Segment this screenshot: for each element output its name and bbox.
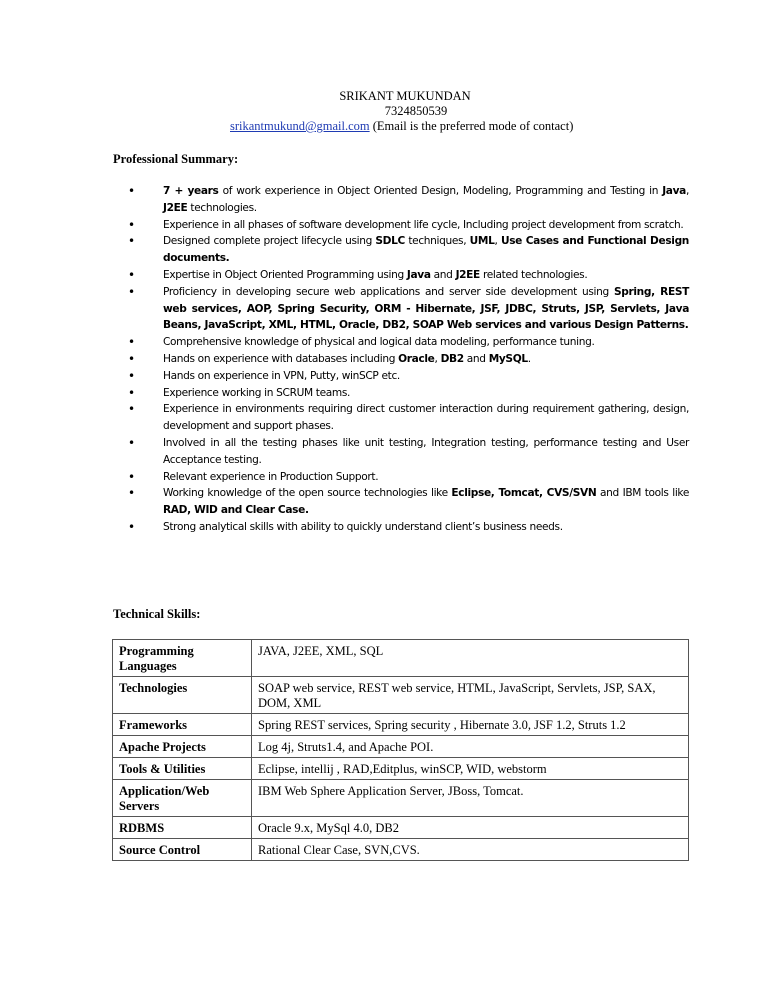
summary-item-bold-text: SDLC bbox=[375, 235, 405, 248]
skill-values: Spring REST services, Spring security , Hibernate 3.0, JSF 1.2, Struts 1.2 bbox=[252, 714, 689, 736]
skill-category: Programming Languages bbox=[113, 640, 252, 677]
summary-item-bold-text: DB2 bbox=[440, 352, 464, 365]
summary-item-text: Hands on experience in VPN, Putty, winSCP etc. bbox=[163, 369, 400, 382]
skill-category: Tools & Utilities bbox=[113, 758, 252, 780]
skill-category: Apache Projects bbox=[113, 736, 252, 758]
skill-values: JAVA, J2EE, XML, SQL bbox=[252, 640, 689, 677]
summary-item-bold-text: J2EE bbox=[163, 201, 188, 214]
summary-item-text: of work experience in Object Oriented Design, Modeling, Programming and Testing in bbox=[218, 185, 663, 197]
summary-item bbox=[113, 284, 689, 334]
summary-item bbox=[113, 334, 689, 351]
summary-item-text: technologies. bbox=[187, 201, 257, 214]
summary-item bbox=[113, 385, 689, 402]
summary-item-text: Relevant experience in Production Support. bbox=[163, 470, 379, 483]
email-link[interactable]: srikantmukund@gmail.com bbox=[230, 119, 370, 133]
summary-item-text: and IBM tools like bbox=[596, 487, 689, 500]
skill-values: Rational Clear Case, SVN,CVS. bbox=[252, 839, 689, 861]
skill-values: SOAP web service, REST web service, HTML, JavaScript, Servlets, JSP, SAX, DOM, XML bbox=[252, 677, 689, 714]
email-note: (Email is the preferred mode of contact) bbox=[369, 119, 574, 133]
summary-item bbox=[113, 183, 689, 217]
skills-heading: Technical Skills: bbox=[113, 607, 201, 621]
bullet-icon: • bbox=[128, 217, 135, 232]
summary-item-bold-text: Use Cases and Functional Design documents. bbox=[163, 235, 689, 265]
summary-item-text: . bbox=[527, 352, 531, 365]
summary-item-text: Experience working in SCRUM teams. bbox=[163, 386, 351, 399]
summary-item-bold-text: Oracle bbox=[398, 352, 435, 365]
summary-list bbox=[113, 183, 689, 536]
bullet-icon: • bbox=[128, 519, 135, 534]
resume-header bbox=[0, 89, 768, 134]
bullet-icon: • bbox=[128, 435, 135, 450]
summary-item-text: Involved in all the testing phases like unit testing, Integration testing, performance testing and User Acceptance testing. bbox=[163, 436, 689, 466]
summary-item-bold-text: UML bbox=[469, 235, 495, 248]
summary-item bbox=[113, 401, 689, 435]
bullet-icon: • bbox=[128, 284, 135, 299]
summary-item-bold-text: Spring, REST web services, AOP, Spring Security, ORM - Hibernate, JSF, JDBC, Struts, JSP, Servlets, Java Beans, JavaScript, XML, HTML, Oracle, DB2, SOAP Web services and various Design Patterns. bbox=[163, 285, 689, 332]
skill-category: Frameworks bbox=[113, 714, 252, 736]
summary-item bbox=[113, 435, 689, 469]
summary-item-bold-text: MySQL bbox=[488, 352, 528, 365]
skills-row bbox=[113, 817, 689, 839]
summary-item-text: Comprehensive knowledge of physical and logical data modeling, performance tuning. bbox=[163, 336, 595, 349]
skill-values: Log 4j, Struts1.4, and Apache POI. bbox=[252, 736, 689, 758]
summary-item-bold-text: J2EE bbox=[455, 268, 480, 281]
bullet-icon: • bbox=[128, 469, 135, 484]
skill-values: IBM Web Sphere Application Server, JBoss, Tomcat. bbox=[252, 780, 689, 817]
summary-item-text: Proficiency in developing secure web applications and server side development using bbox=[163, 285, 614, 298]
bullet-icon: • bbox=[128, 335, 135, 350]
summary-item bbox=[113, 351, 689, 368]
skills-row bbox=[113, 839, 689, 861]
bullet-icon: • bbox=[128, 234, 135, 249]
bullet-icon: • bbox=[128, 351, 135, 366]
summary-item-text: , bbox=[685, 185, 689, 197]
summary-item-text: , bbox=[494, 235, 501, 248]
summary-item-bold-text: Java bbox=[406, 268, 431, 281]
summary-item bbox=[113, 217, 689, 234]
skill-category: Application/Web Servers bbox=[113, 780, 252, 817]
skills-row bbox=[113, 758, 689, 780]
summary-item bbox=[113, 267, 689, 284]
summary-item-bold-text: Java bbox=[662, 185, 686, 197]
summary-item-bold-text: 7 + years bbox=[163, 185, 219, 197]
skill-values: Eclipse, intellij , RAD,Editplus, winSCP, WID, webstorm bbox=[252, 758, 689, 780]
candidate-phone: 7324850539 bbox=[384, 104, 448, 118]
skill-values: Oracle 9.x, MySql 4.0, DB2 bbox=[252, 817, 689, 839]
skill-category: Technologies bbox=[113, 677, 252, 714]
summary-heading: Professional Summary: bbox=[113, 152, 239, 166]
summary-item-text: and bbox=[463, 352, 489, 365]
summary-item-text: Designed complete project lifecycle using bbox=[163, 235, 376, 248]
summary-item-text: Hands on experience with databases including bbox=[163, 352, 399, 365]
summary-item bbox=[113, 368, 689, 385]
skills-row bbox=[113, 714, 689, 736]
bullet-icon: • bbox=[128, 267, 135, 282]
skills-row bbox=[113, 677, 689, 714]
summary-item bbox=[113, 485, 689, 519]
contact-line bbox=[0, 119, 768, 134]
summary-item-bold-text: RAD, WID and Clear Case. bbox=[163, 504, 309, 517]
skills-row bbox=[113, 736, 689, 758]
skill-category: Source Control bbox=[113, 839, 252, 861]
summary-item bbox=[113, 469, 689, 486]
summary-item-text: techniques, bbox=[404, 235, 470, 248]
summary-item-text: Strong analytical skills with ability to quickly understand client’s business needs. bbox=[163, 520, 563, 533]
summary-item-text: Experience in environments requiring direct customer interaction during requirement gathering, design, development and support phases. bbox=[163, 403, 689, 433]
bullet-icon: • bbox=[128, 402, 135, 417]
summary-item-text: , bbox=[434, 352, 441, 365]
summary-item-text: Expertise in Object Oriented Programming using bbox=[163, 268, 407, 281]
bullet-icon: • bbox=[128, 486, 135, 501]
summary-item-text: Experience in all phases of software development life cycle, Including project development from scratch. bbox=[163, 218, 684, 231]
skills-row bbox=[113, 640, 689, 677]
skill-category: RDBMS bbox=[113, 817, 252, 839]
skills-table bbox=[112, 639, 689, 861]
bullet-icon: • bbox=[128, 368, 135, 383]
candidate-name: SRIKANT MUKUNDAN bbox=[339, 89, 471, 103]
summary-item bbox=[113, 233, 689, 267]
summary-item-text: related technologies. bbox=[479, 268, 588, 281]
bullet-icon: • bbox=[128, 385, 135, 400]
bullet-icon: • bbox=[128, 184, 135, 198]
skills-row bbox=[113, 780, 689, 817]
summary-item-bold-text: Eclipse, Tomcat, CVS/SVN bbox=[451, 487, 597, 500]
summary-item bbox=[113, 519, 689, 536]
summary-item-text: and bbox=[430, 268, 456, 281]
summary-item-text: Working knowledge of the open source technologies like bbox=[163, 487, 452, 500]
